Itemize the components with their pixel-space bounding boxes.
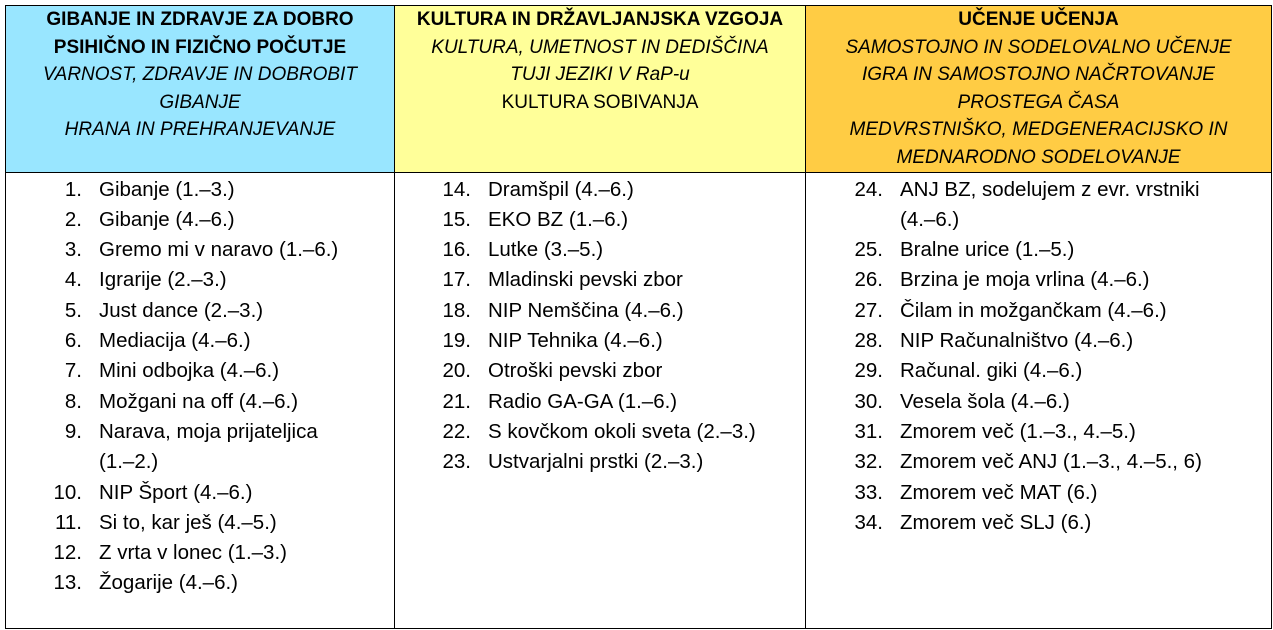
list-item-label: Otroški pevski zbor [488, 359, 663, 383]
list-item-number: 19. [442, 329, 471, 353]
list-item [64, 387, 394, 417]
column-title-line: PSIHIČNO IN FIZIČNO POČUTJE [53, 36, 347, 58]
header-row [6, 6, 1272, 173]
list-item-label: EKO BZ (1.–6.) [488, 207, 629, 231]
list-item-label: Brzina je moja vrlina (4.–6.) [900, 268, 1150, 292]
list-item-number: 30. [854, 389, 883, 413]
list-item-label: Računal. giki (4.–6.) [900, 359, 1083, 383]
list-item-number: 20. [442, 359, 471, 383]
list-item-label: Mini odbojka (4.–6.) [99, 359, 280, 383]
list-item-number: 10. [53, 480, 82, 504]
list-item [55, 508, 394, 538]
column-subtitle-line: IGRA IN SAMOSTOJNO NAČRTOVANJE [862, 64, 1215, 86]
column-subtitle-line: VARNOST, ZDRAVJE IN DOBROBIT [43, 64, 357, 86]
list-item-label: Si to, kar ješ (4.–5.) [99, 510, 277, 534]
activity-list-culture-citizenship [442, 173, 805, 478]
list-item-number: 28. [854, 329, 883, 353]
list-item-label: Ustvarjalni prstki (2.–3.) [488, 450, 704, 474]
list-item [442, 417, 805, 447]
column-subtitle-line: KULTURA, UMETNOST IN DEDIŠČINA [431, 36, 769, 58]
list-item [53, 568, 394, 598]
column-subtitle-line: MEDVRSTNIŠKO, MEDGENERACIJSKO IN [849, 119, 1228, 141]
list-item-number: 5. [64, 298, 82, 322]
column-title-line: GIBANJE IN ZDRAVJE ZA DOBRO [46, 9, 354, 30]
list-item [64, 356, 394, 386]
activity-list-cell-2 [395, 172, 806, 628]
list-item-number: 15. [442, 207, 471, 231]
list-item-number: 17. [442, 268, 471, 292]
list-item-label: Narava, moja prijateljica [99, 419, 318, 443]
list-item [854, 387, 1271, 417]
list-item [854, 326, 1271, 356]
list-item [442, 175, 805, 205]
list-item-number: 6. [64, 329, 82, 353]
list-item-label-continued: (4.–6.) [900, 207, 960, 231]
list-item-label: Čilam in možgančkam (4.–6.) [900, 298, 1167, 322]
list-item [64, 205, 394, 235]
list-item [442, 356, 805, 386]
list-item-number: 23. [442, 450, 471, 474]
list-item-number: 4. [64, 268, 82, 292]
activity-list-cell-1 [6, 172, 395, 628]
activity-list-movement-health [53, 173, 394, 599]
list-item-label: Lutke (3.–5.) [488, 238, 604, 262]
list-item [53, 538, 394, 568]
list-item-number: 21. [442, 389, 471, 413]
list-item [64, 417, 394, 478]
list-item-number: 24. [854, 177, 883, 201]
list-item-label: Mediacija (4.–6.) [99, 329, 251, 353]
list-item-label: Bralne urice (1.–5.) [900, 238, 1075, 262]
list-item-label: ANJ BZ, sodelujem z evr. vrstniki [900, 177, 1200, 201]
list-item-label: Zmorem več MAT (6.) [900, 480, 1098, 504]
list-item-label: Igrarije (2.–3.) [99, 268, 227, 292]
list-item [442, 447, 805, 477]
list-item-number: 27. [854, 298, 883, 322]
list-item [53, 478, 394, 508]
list-item-number: 26. [854, 268, 883, 292]
activity-list-cell-3 [806, 172, 1272, 628]
column-subtitle-line: MEDNARODNO SODELOVANJE [896, 146, 1181, 168]
list-item [442, 326, 805, 356]
activity-table [5, 5, 1272, 629]
list-item-number: 16. [442, 238, 471, 262]
list-item [854, 417, 1271, 447]
list-item-number: 32. [854, 450, 883, 474]
list-item-number: 33. [854, 480, 883, 504]
list-item-number: 34. [854, 510, 883, 534]
list-item-number: 9. [64, 419, 82, 443]
list-item-label: Just dance (2.–3.) [99, 298, 264, 322]
list-item [442, 265, 805, 295]
list-item-label: Možgani na off (4.–6.) [99, 389, 299, 413]
activity-list-learning-to-learn [854, 173, 1271, 539]
list-item-number: 25. [854, 238, 883, 262]
list-item [64, 235, 394, 265]
list-item [442, 387, 805, 417]
list-item [64, 175, 394, 205]
list-item-number: 29. [854, 359, 883, 383]
column-title-line: UČENJE UČENJA [958, 9, 1119, 30]
list-item-label: Mladinski pevski zbor [488, 268, 683, 292]
list-item [64, 296, 394, 326]
list-item [442, 205, 805, 235]
list-item [854, 447, 1271, 477]
list-item-number: 1. [64, 177, 82, 201]
list-item-number: 8. [64, 389, 82, 413]
list-item [854, 356, 1271, 386]
list-item [854, 175, 1271, 236]
list-item-label: NIP Nemščina (4.–6.) [488, 298, 684, 322]
list-item-label: Z vrta v lonec (1.–3.) [99, 541, 287, 565]
list-item [64, 326, 394, 356]
list-item [442, 296, 805, 326]
list-item [854, 478, 1271, 508]
column-subtitle-line: PROSTEGA ČASA [957, 91, 1120, 113]
list-item-number: 3. [64, 238, 82, 262]
list-item-label: Zmorem več (1.–3., 4.–5.) [900, 419, 1136, 443]
list-item-label: Gibanje (4.–6.) [99, 207, 235, 231]
list-item-label: NIP Tehnika (4.–6.) [488, 329, 663, 353]
column-header-culture-citizenship [395, 6, 806, 173]
column-title-line: KULTURA IN DRŽAVLJANJSKA VZGOJA [416, 9, 784, 30]
list-item-label: Zmorem več SLJ (6.) [900, 510, 1092, 534]
list-item-number: 2. [64, 207, 82, 231]
list-item [854, 508, 1271, 538]
list-item-number: 22. [442, 419, 471, 443]
list-item [854, 265, 1271, 295]
list-item-label: Gibanje (1.–3.) [99, 177, 235, 201]
column-header-learning-to-learn [806, 6, 1272, 173]
list-item-label: Radio GA-GA (1.–6.) [488, 389, 678, 413]
list-item-number: 31. [854, 419, 883, 443]
list-item-label: Gremo mi v naravo (1.–6.) [99, 238, 339, 262]
list-item-label: NIP Računalništvo (4.–6.) [900, 329, 1134, 353]
list-item-number: 14. [442, 177, 471, 201]
list-item-number: 12. [53, 541, 82, 565]
list-item-number: 7. [64, 359, 82, 383]
list-item-label: Zmorem več ANJ (1.–3., 4.–5., 6) [900, 450, 1202, 474]
list-item-number: 11. [55, 510, 82, 534]
list-item [854, 296, 1271, 326]
list-item-label: Žogarije (4.–6.) [99, 571, 239, 595]
list-item [854, 235, 1271, 265]
list-item [64, 265, 394, 295]
list-item [442, 235, 805, 265]
column-subtitle-line: GIBANJE [159, 91, 241, 113]
list-item-label: NIP Šport (4.–6.) [99, 480, 253, 504]
list-item-label: Dramšpil (4.–6.) [488, 177, 634, 201]
list-item-number: 18. [442, 298, 471, 322]
column-subtitle-line: TUJI JEZIKI V RaP-u [510, 64, 690, 86]
column-subtitle-line: HRANA IN PREHRANJEVANJE [64, 119, 336, 141]
list-item-label: S kovčkom okoli sveta (2.–3.) [488, 419, 756, 443]
body-row [6, 172, 1272, 628]
column-subtitle-line: SAMOSTOJNO IN SODELOVALNO UČENJE [845, 36, 1232, 58]
list-item-label: Vesela šola (4.–6.) [900, 389, 1070, 413]
column-header-movement-health [6, 6, 395, 173]
list-item-number: 13. [53, 571, 82, 595]
column-subtitle-line: KULTURA SOBIVANJA [501, 91, 699, 113]
list-item-label-continued: (1.–2.) [99, 450, 159, 474]
